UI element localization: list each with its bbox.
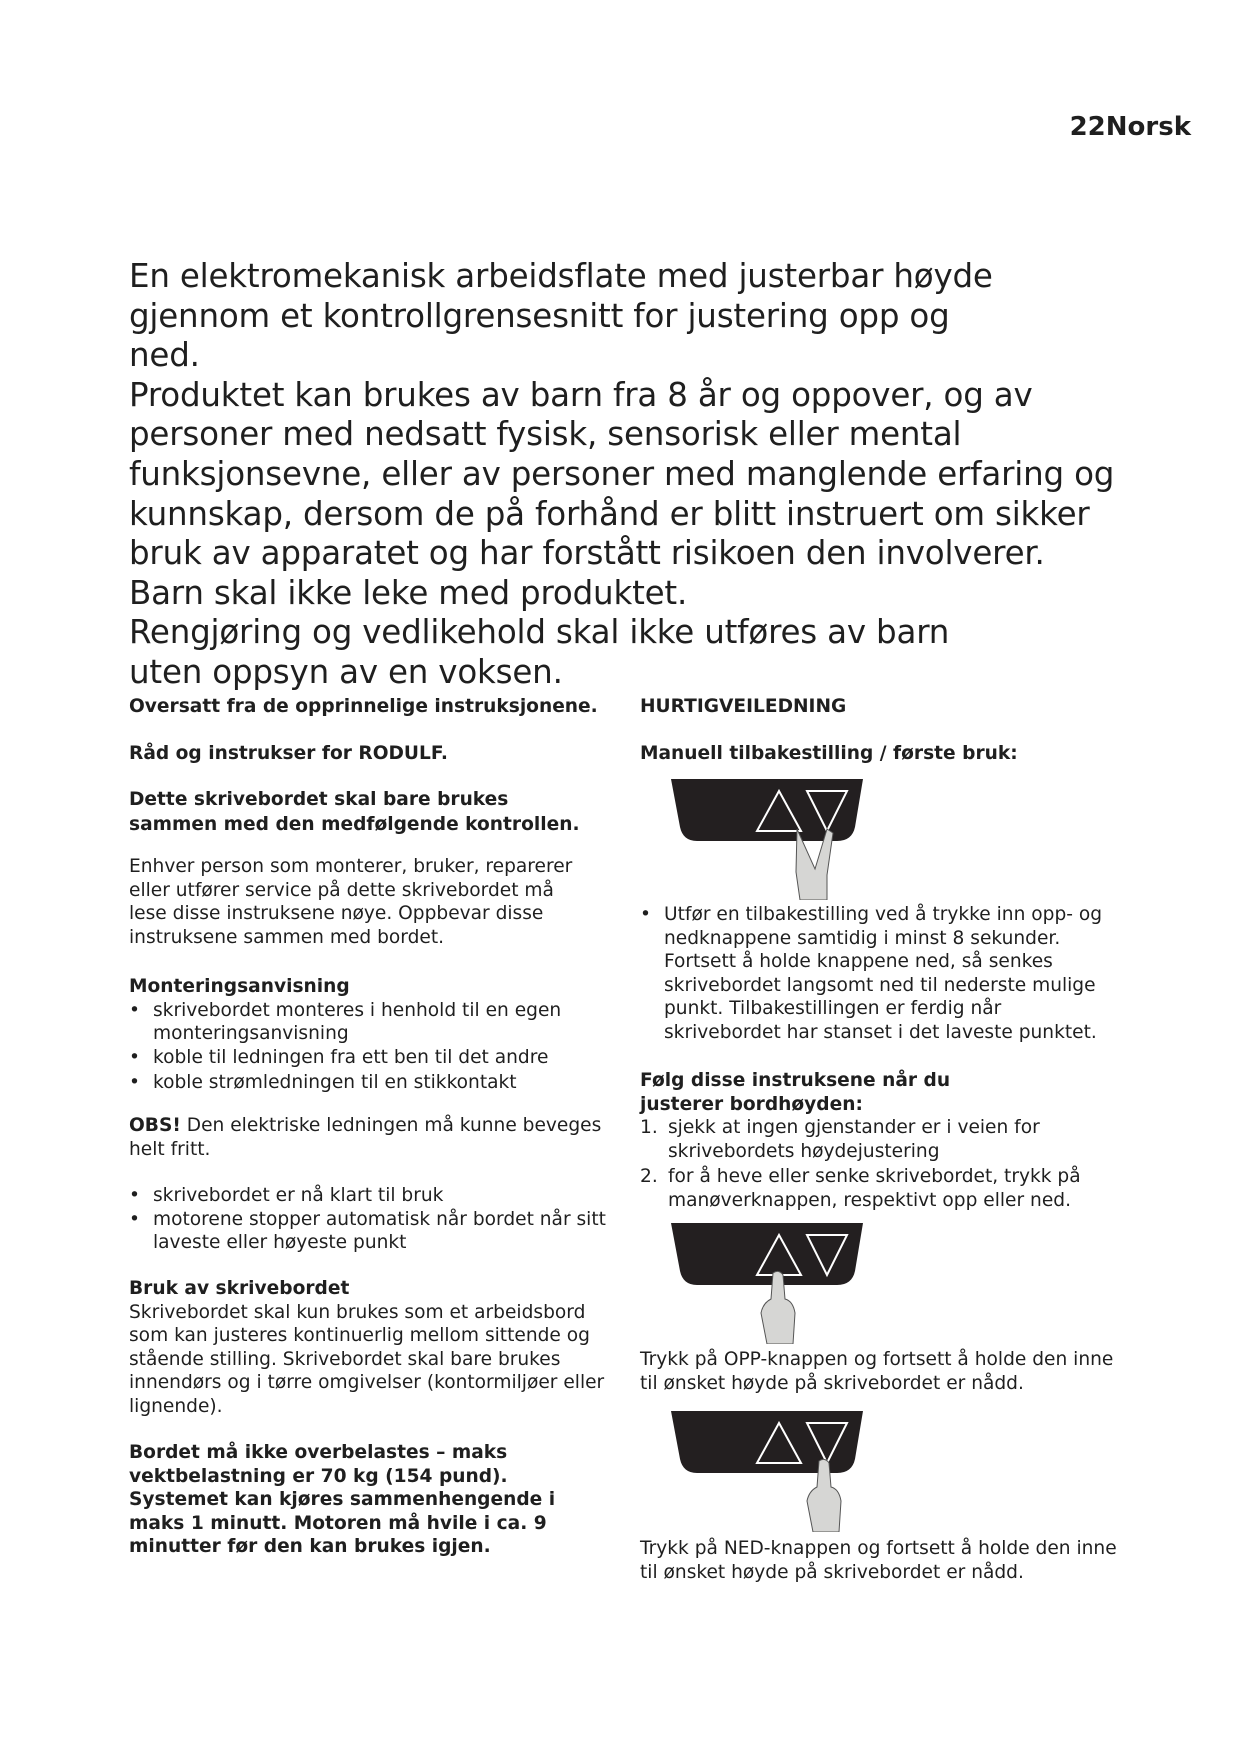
obs-note <box>129 1114 609 1161</box>
list-item <box>640 1116 1110 1163</box>
page-number: 22 <box>1069 112 1106 142</box>
adjust-section <box>640 1069 1110 1212</box>
intro-text <box>129 257 1129 693</box>
assembly-section <box>129 975 629 1095</box>
down-instruction: Trykk på NED-knappen og fortsett å holde den inne til ønsket høyde på skrivebordet er nådd. <box>640 1538 1117 1583</box>
bullet: • <box>640 904 651 925</box>
advice-title: Råd og instrukser for RODULF. <box>129 743 448 764</box>
list-item <box>129 1071 589 1095</box>
bullet: • <box>129 1208 140 1230</box>
ready-list <box>129 1184 619 1255</box>
item-text: Utfør en tilbakestilling ved å trykke inn opp- og nedknappene samtidig i minst 8 sekunder. Fortsett å holde knappene ned, så senkes skrivebordet langsomt ned til nederste mulige punkt. Tilbakestillingen er ferdig når skrivebordet har stanset i det laveste punktet. <box>664 904 1103 1043</box>
overload-warning: Bordet må ikke overbelastes – maks vektbelastning er 70 kg (154 pund). Systemet kan kjøres sammenhengende i maks 1 minutt. Motoren må hvile i ca. 9 minutter før den kan brukes igjen. <box>129 1442 556 1557</box>
assembly-title: Monteringsanvisning <box>129 976 350 997</box>
reset-instruction <box>640 903 1120 1044</box>
reset-title: Manuell tilbakestilling / første bruk: <box>640 743 1018 764</box>
item-text: skrivebordet monteres i henhold til en egen monteringsanvisning <box>153 999 562 1044</box>
intro-paragraph: Produktet kan brukes av barn fra 8 år og oppover, og av personer med nedsatt fysisk, sensorisk eller mental funksjonsevne, eller av personer med manglende erfaring og kunnskap, dersom de på forhånd er blitt instruert om sikker bruk av apparatet og har forstått risikoen den involverer. Barn skal ikke leke med produktet. <box>129 375 1115 612</box>
list-item <box>129 1046 589 1070</box>
obs-text: Den elektriske ledningen må kunne beveges helt fritt. <box>129 1115 602 1160</box>
control-panel-down-button-illustration <box>669 1409 865 1532</box>
control-warning: Dette skrivebordet skal bare brukes sammen med den medfølgende kontrollen. <box>129 789 580 835</box>
list-item <box>640 903 1120 1044</box>
intro-paragraph: Rengjøring og vedlikehold skal ikke utføres av barn uten oppsyn av en voksen. <box>129 613 950 691</box>
item-number: 2. <box>640 1166 658 1187</box>
use-title: Bruk av skrivebordet <box>129 1278 350 1299</box>
everyone-note: Enhver person som monterer, bruker, reparerer eller utfører service på dette skrivebordet må lese disse instruksene nøye. Oppbevar disse instruksene sammen med bordet. <box>129 856 573 948</box>
control-panel-up-button-illustration <box>669 1221 865 1344</box>
intro-paragraph: En elektromekanisk arbeidsflate med justerbar høyde gjennom et kontrollgrensesnitt for justering opp og ned. <box>129 257 993 375</box>
use-section <box>129 1277 619 1418</box>
translated-note: Oversatt fra de opprinnelige instruksjonene. <box>129 696 598 717</box>
bullet: • <box>129 1072 140 1093</box>
item-text: skrivebordet er nå klart til bruk <box>153 1185 444 1206</box>
bullet: • <box>129 999 140 1021</box>
list-item <box>129 1208 619 1255</box>
list-item <box>129 1184 619 1208</box>
adjust-title: Følg disse instruksene når du justerer bordhøyden: <box>640 1070 951 1115</box>
list-item <box>129 999 589 1046</box>
item-number: 1. <box>640 1117 658 1138</box>
list-item <box>640 1165 1110 1212</box>
item-text: for å heve eller senke skrivebordet, trykk på manøverknappen, respektivt opp eller ned. <box>668 1166 1081 1211</box>
up-instruction: Trykk på OPP-knappen og fortsett å holde den inne til ønsket høyde på skrivebordet er nådd. <box>640 1349 1114 1394</box>
use-text: Skrivebordet skal kun brukes som et arbeidsbord som kan justeres kontinuerlig mellom sittende og stående stilling. Skrivebordet skal bare brukes innendørs og i tørre omgivelser (kontormiljøer eller lignende). <box>129 1301 605 1417</box>
control-panel-both-buttons-illustration <box>669 777 865 900</box>
page-header <box>1070 112 1191 142</box>
bullet: • <box>129 1185 140 1206</box>
item-text: koble til ledningen fra ett ben til det andre <box>153 1046 549 1068</box>
item-text: sjekk at ingen gjenstander er i veien for skrivebordets høydejustering <box>668 1117 1040 1162</box>
obs-label: OBS! <box>129 1115 181 1136</box>
item-text: koble strømledningen til en stikkontakt <box>153 1072 517 1093</box>
language-label: Norsk <box>1105 112 1191 142</box>
quick-guide-title: HURTIGVEILEDNING <box>640 696 847 717</box>
item-text: motorene stopper automatisk når bordet når sitt laveste eller høyeste punkt <box>153 1208 606 1253</box>
bullet: • <box>129 1046 140 1068</box>
